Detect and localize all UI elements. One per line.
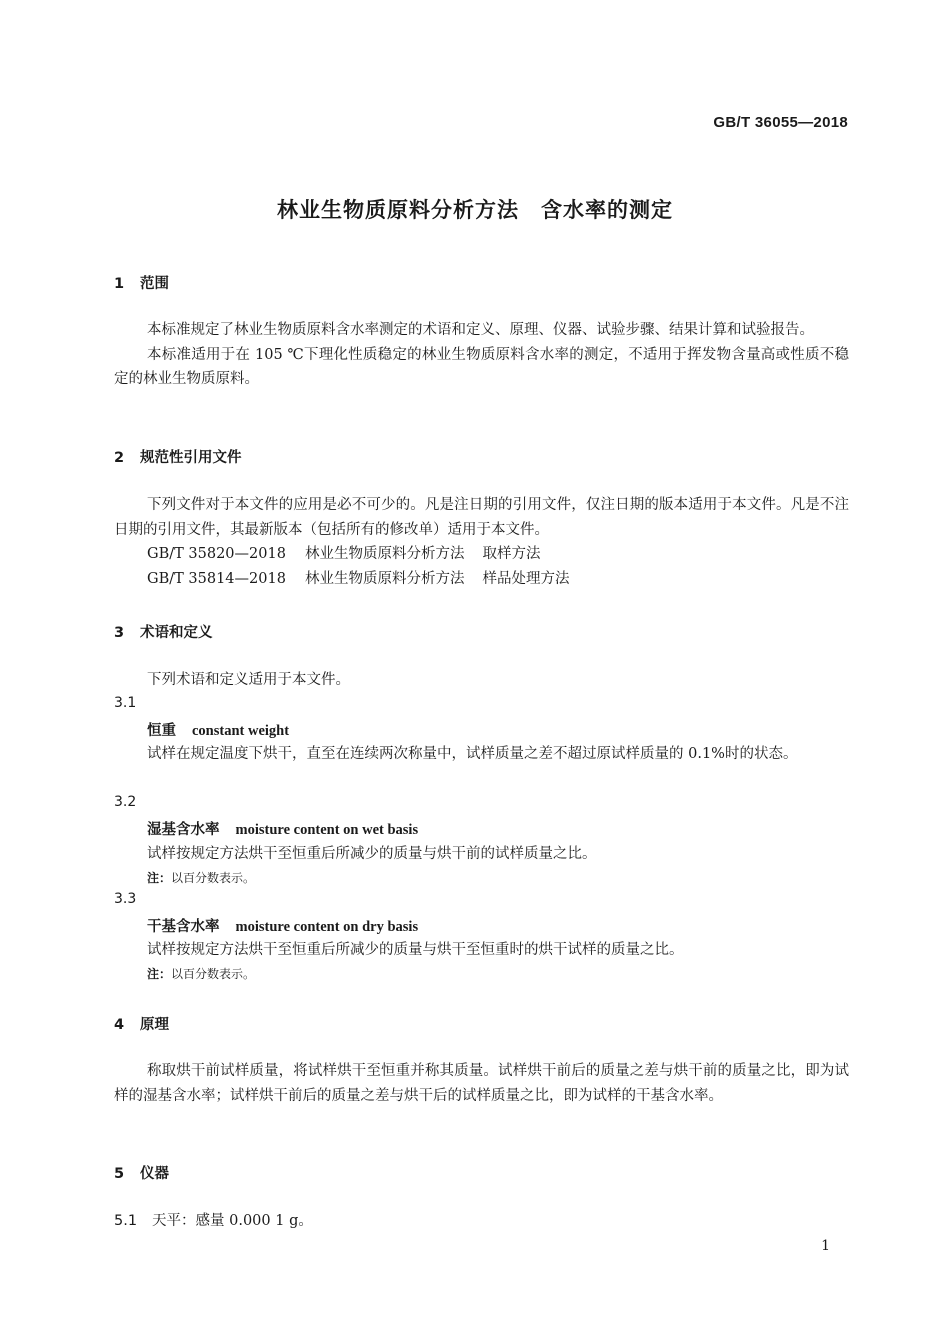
term-definition-3-2	[114, 842, 849, 867]
term-english: moisture content on wet basis	[235, 822, 419, 838]
reference-subtitle: 样品处理方法	[482, 570, 570, 587]
reference-title: 林业生物质原料分析方法	[305, 570, 465, 587]
term-definition-3-3	[114, 938, 849, 963]
paragraph: 本标准适用于在 105 ℃下理化性质稳定的林业生物质原料含水率的测定，不适用于挥发物含量高或性质不稳定的林业生物质原料。	[114, 346, 849, 387]
section-number: 5	[114, 1166, 125, 1182]
term-heading	[147, 719, 289, 740]
paragraph: 本标准规定了林业生物质原料含水率测定的术语和定义、原理、仪器、试验步骤、结果计算和试验报告。	[147, 322, 814, 338]
item-text: 天平：感量 0.000 1 g。	[152, 1213, 313, 1229]
term-chinese: 湿基含水率	[147, 822, 220, 838]
section-title: 规范性引用文件	[140, 450, 242, 466]
reference-code: GB/T 35820—2018	[147, 546, 286, 562]
term-note	[147, 869, 255, 886]
document-title: 林业生物质原料分析方法 含水率的测定	[277, 198, 673, 222]
paragraph: 称取烘干前试样质量，将试样烘干至恒重并称其质量。试样烘干前后的质量之差与烘干前的质量之比，即为试样的湿基含水率；试样烘干前后的质量之差与烘干后的试样质量之比，即为试样的干基含水率。	[114, 1063, 849, 1104]
section-number: 2	[114, 450, 125, 466]
section-1-body	[114, 318, 849, 392]
note-text: 以百分数表示。	[171, 967, 256, 981]
section-2-body	[114, 493, 849, 591]
reference-title: 林业生物质原料分析方法	[305, 546, 465, 562]
section-4-body	[114, 1059, 849, 1108]
instrument-item	[114, 1209, 849, 1234]
term-number: 3.1	[114, 695, 137, 711]
term-chinese: 干基含水率	[147, 919, 220, 935]
reference-subtitle: 取样方法	[482, 546, 541, 562]
paragraph: 下列文件对于本文件的应用是必不可少的。凡是注日期的引用文件，仅注日期的版本适用于本文件。凡是不注日期的引用文件，其最新版本（包括所有的修改单）适用于本文件。	[114, 497, 849, 538]
section-4-heading	[114, 1013, 169, 1034]
section-number: 1	[114, 276, 125, 292]
note-label: 注：	[147, 967, 172, 981]
term-heading	[147, 915, 418, 936]
paragraph: 下列术语和定义适用于本文件。	[147, 672, 350, 688]
section-1-heading	[114, 272, 169, 293]
section-3-intro	[114, 668, 849, 693]
term-english: constant weight	[192, 723, 290, 739]
term-chinese: 恒重	[147, 723, 176, 739]
definition: 试样按规定方法烘干至恒重后所减少的质量与烘干至恒重时的烘干试样的质量之比。	[147, 942, 684, 958]
section-title: 仪器	[140, 1166, 169, 1182]
section-title: 范围	[140, 276, 169, 292]
section-3-heading	[114, 621, 213, 642]
standard-number: GB/T 36055—2018	[713, 114, 848, 131]
term-definition-3-1	[114, 742, 849, 767]
term-english: moisture content on dry basis	[235, 919, 419, 935]
page-number: 1	[821, 1238, 830, 1254]
section-5-heading	[114, 1162, 169, 1183]
section-title: 术语和定义	[140, 625, 213, 641]
definition: 试样在规定温度下烘干，直至在连续两次称量中，试样质量之差不超过原试样质量的 0.1%时的状态。	[147, 746, 798, 762]
section-title: 原理	[140, 1017, 169, 1033]
term-note	[147, 965, 255, 982]
term-heading	[147, 818, 418, 839]
normative-reference	[114, 542, 849, 567]
section-2-heading	[114, 446, 242, 467]
reference-code: GB/T 35814—2018	[147, 570, 286, 587]
note-label: 注：	[147, 871, 172, 885]
section-number: 4	[114, 1017, 125, 1033]
term-number: 3.2	[114, 794, 137, 810]
term-number: 3.3	[114, 891, 137, 907]
note-text: 以百分数表示。	[171, 871, 256, 885]
section-number: 3	[114, 625, 125, 641]
definition: 试样按规定方法烘干至恒重后所减少的质量与烘干前的试样质量之比。	[147, 846, 597, 862]
normative-reference	[114, 567, 849, 592]
item-number: 5.1	[114, 1213, 138, 1229]
